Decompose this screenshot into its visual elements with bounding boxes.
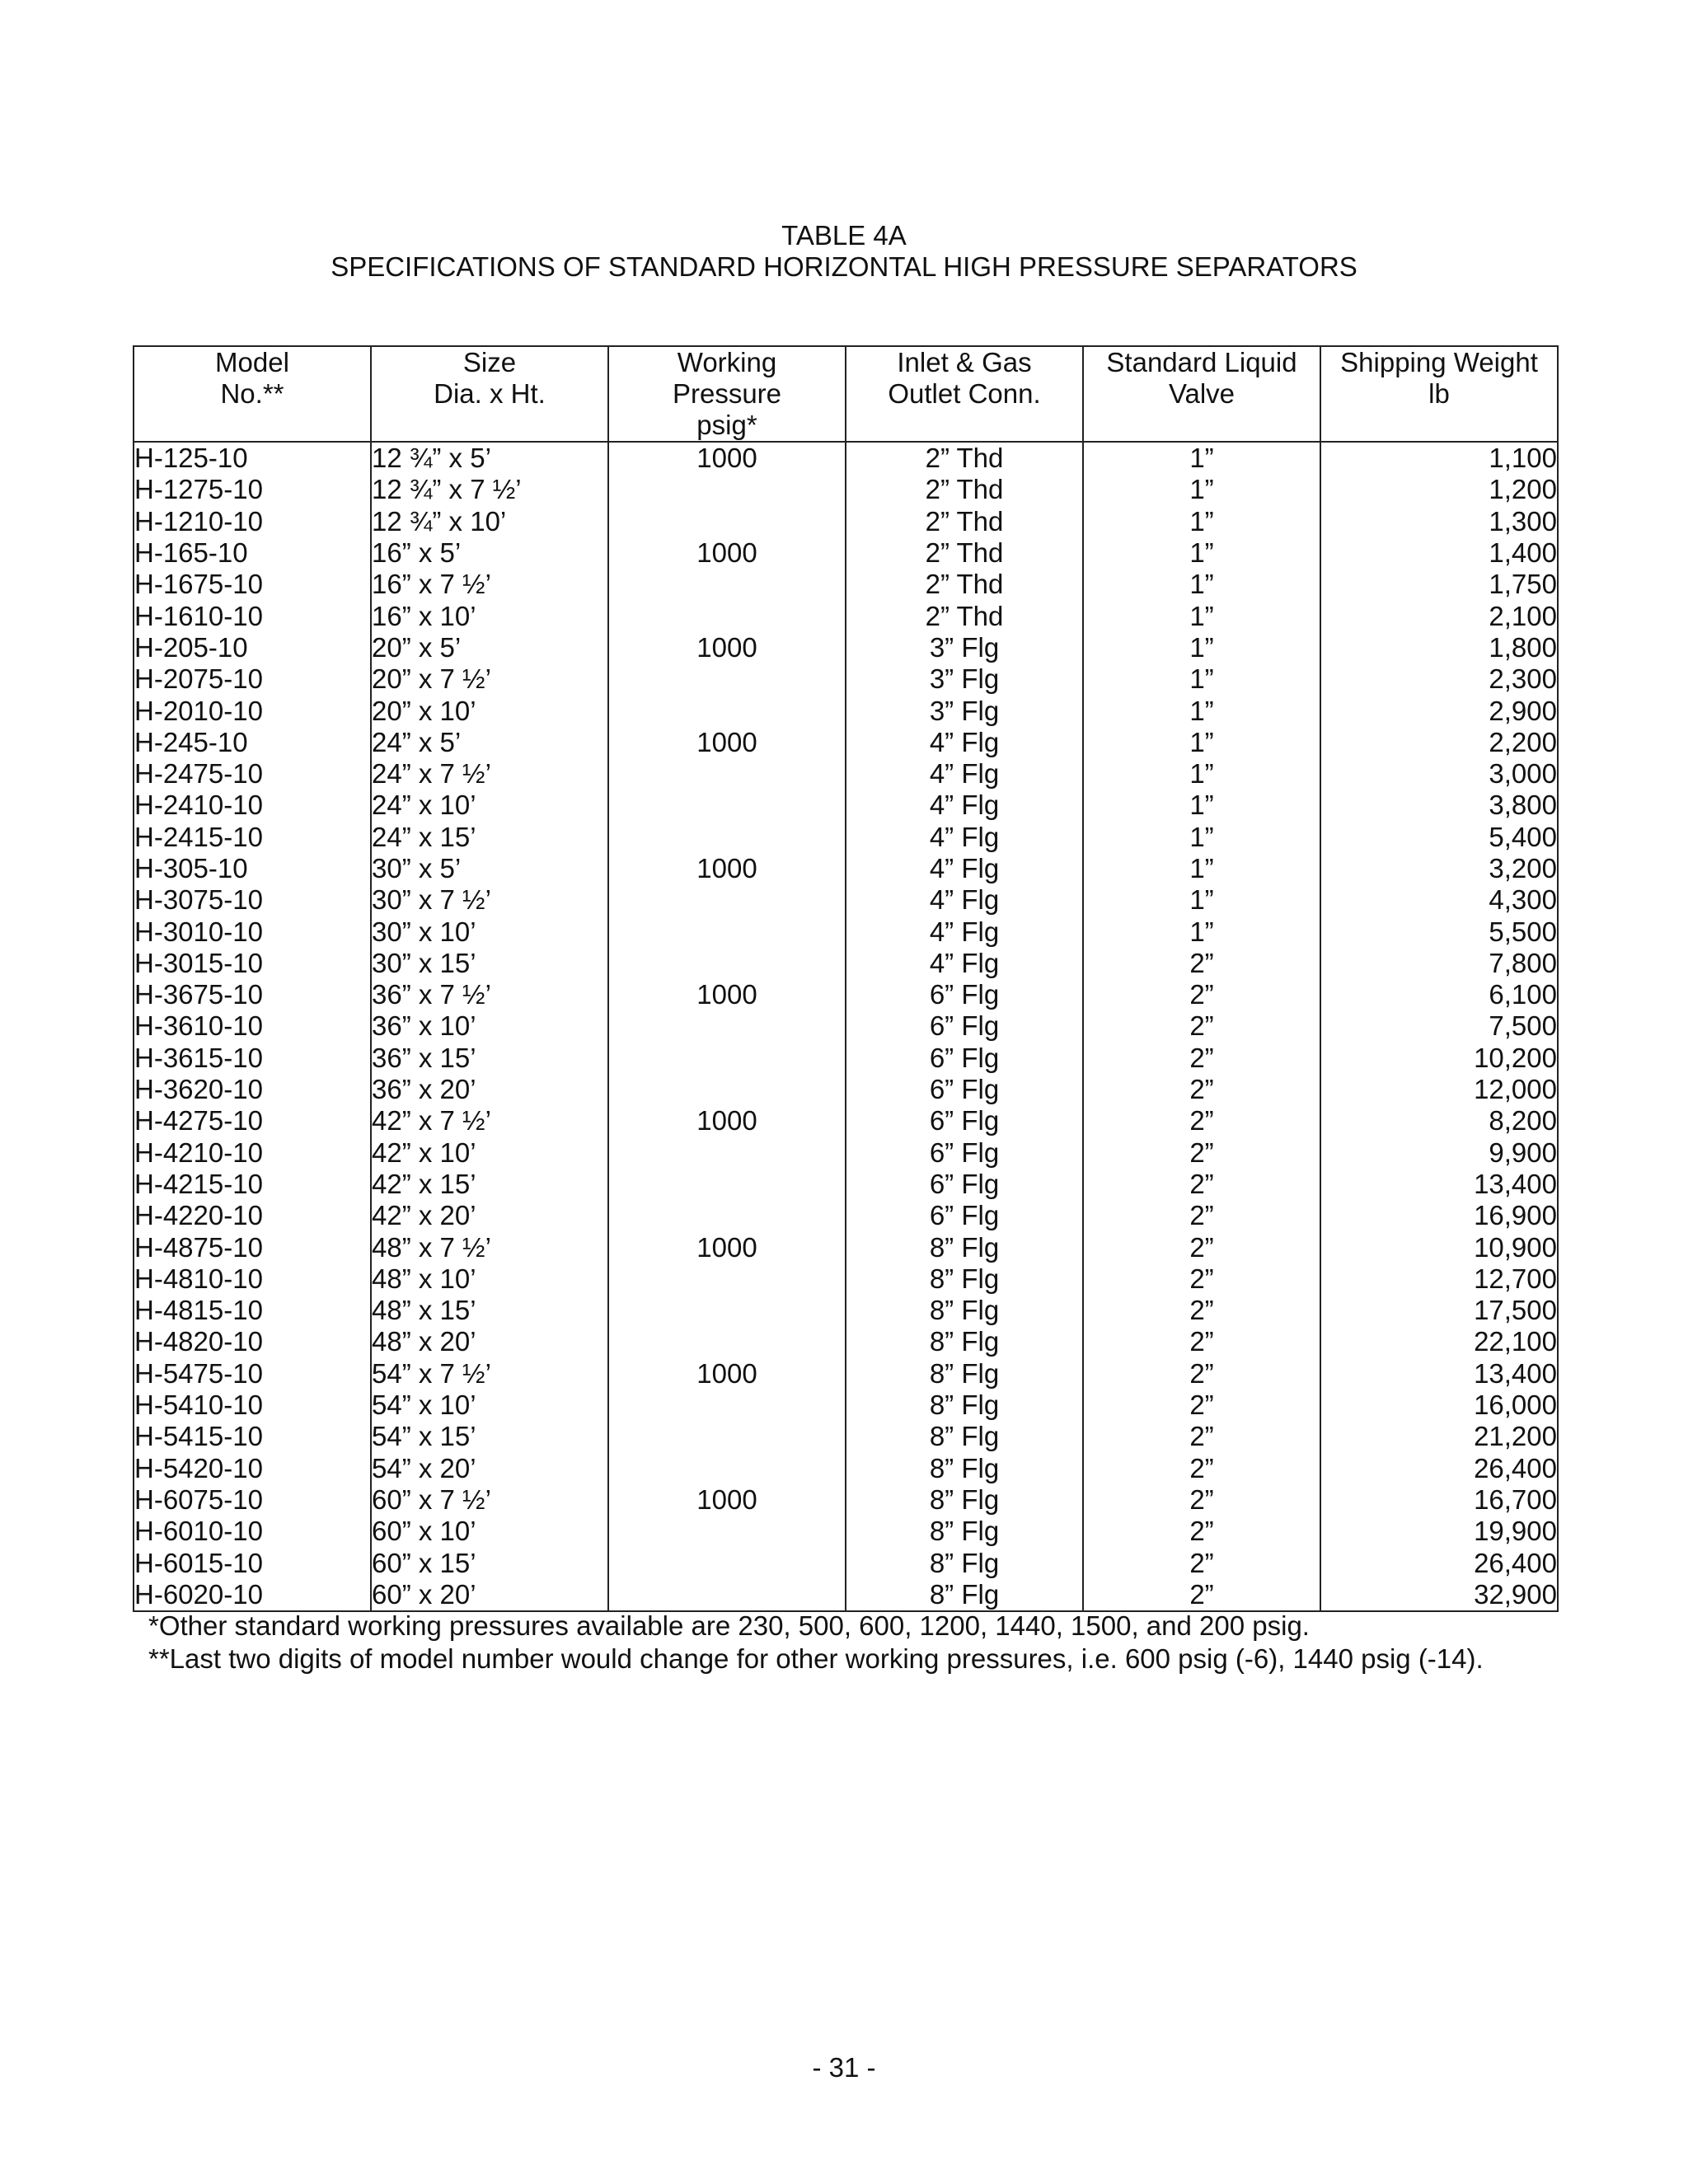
valve-cell: 2” bbox=[1083, 979, 1320, 1010]
weight-cell: 3,000 bbox=[1320, 758, 1558, 790]
connection-cell: 8” Flg bbox=[846, 1358, 1083, 1390]
weight-cell: 21,200 bbox=[1320, 1421, 1558, 1452]
weight-cell: 32,900 bbox=[1320, 1579, 1558, 1611]
size-cell: 60” x 15’ bbox=[371, 1547, 608, 1578]
connection-cell: 2” Thd bbox=[846, 442, 1083, 474]
pressure-cell: 1000 bbox=[608, 853, 846, 884]
model-cell: H-1675-10 bbox=[134, 569, 371, 600]
pressure-cell bbox=[608, 1169, 846, 1200]
model-cell: H-2415-10 bbox=[134, 822, 371, 853]
weight-cell: 2,900 bbox=[1320, 695, 1558, 726]
size-cell: 30” x 7 ½’ bbox=[371, 884, 608, 916]
pressure-cell bbox=[608, 1421, 846, 1452]
table-row bbox=[134, 884, 1558, 916]
pressure-cell: 1000 bbox=[608, 1358, 846, 1390]
model-cell: H-2075-10 bbox=[134, 663, 371, 695]
table-row bbox=[134, 1484, 1558, 1516]
pressure-cell: 1000 bbox=[608, 632, 846, 663]
table-title: SPECIFICATIONS OF STANDARD HORIZONTAL HIGH PRESSURE SEPARATORS bbox=[331, 251, 1357, 282]
valve-cell: 1” bbox=[1083, 632, 1320, 663]
model-cell: H-4810-10 bbox=[134, 1263, 371, 1295]
valve-cell: 2” bbox=[1083, 1295, 1320, 1326]
valve-cell: 1” bbox=[1083, 442, 1320, 474]
connection-cell: 6” Flg bbox=[846, 1043, 1083, 1074]
pressure-cell bbox=[608, 1547, 846, 1578]
valve-cell: 1” bbox=[1083, 695, 1320, 726]
valve-cell: 2” bbox=[1083, 1231, 1320, 1263]
size-cell: 24” x 10’ bbox=[371, 790, 608, 821]
header-line: lb bbox=[1428, 378, 1450, 409]
connection-cell: 2” Thd bbox=[846, 474, 1083, 505]
model-cell: H-3610-10 bbox=[134, 1010, 371, 1042]
connection-cell: 8” Flg bbox=[846, 1516, 1083, 1547]
pressure-cell bbox=[608, 1263, 846, 1295]
pressure-cell bbox=[608, 758, 846, 790]
weight-cell: 2,300 bbox=[1320, 663, 1558, 695]
weight-cell: 22,100 bbox=[1320, 1326, 1558, 1357]
valve-cell: 2” bbox=[1083, 1547, 1320, 1578]
pressure-cell bbox=[608, 1579, 846, 1611]
pressure-cell bbox=[608, 884, 846, 916]
header-line: Valve bbox=[1168, 378, 1236, 409]
model-cell: H-4815-10 bbox=[134, 1295, 371, 1326]
weight-cell: 6,100 bbox=[1320, 979, 1558, 1010]
size-cell: 24” x 15’ bbox=[371, 822, 608, 853]
model-cell: H-6020-10 bbox=[134, 1579, 371, 1611]
model-cell: H-5420-10 bbox=[134, 1453, 371, 1484]
valve-cell: 2” bbox=[1083, 1390, 1320, 1421]
weight-cell: 13,400 bbox=[1320, 1358, 1558, 1390]
valve-cell: 2” bbox=[1083, 1421, 1320, 1452]
size-cell: 60” x 7 ½’ bbox=[371, 1484, 608, 1516]
model-cell: H-3010-10 bbox=[134, 916, 371, 947]
size-cell: 54” x 7 ½’ bbox=[371, 1358, 608, 1390]
table-row bbox=[134, 1295, 1558, 1326]
pressure-cell bbox=[608, 663, 846, 695]
header-line: Shipping Weight bbox=[1340, 347, 1538, 377]
size-cell: 20” x 5’ bbox=[371, 632, 608, 663]
page-number: - 31 - bbox=[812, 2052, 876, 2083]
weight-cell: 1,300 bbox=[1320, 506, 1558, 537]
size-cell: 54” x 15’ bbox=[371, 1421, 608, 1452]
model-cell: H-205-10 bbox=[134, 632, 371, 663]
header-line: Inlet & Gas bbox=[897, 347, 1032, 377]
weight-cell: 5,400 bbox=[1320, 822, 1558, 853]
size-cell: 42” x 7 ½’ bbox=[371, 1105, 608, 1137]
model-cell: H-2475-10 bbox=[134, 758, 371, 790]
table-row bbox=[134, 1010, 1558, 1042]
table-row bbox=[134, 1137, 1558, 1169]
header-line: Model bbox=[215, 347, 289, 377]
table-row bbox=[134, 600, 1558, 631]
connection-cell: 6” Flg bbox=[846, 1137, 1083, 1169]
valve-cell: 2” bbox=[1083, 1326, 1320, 1357]
connection-cell: 8” Flg bbox=[846, 1453, 1083, 1484]
weight-cell: 12,700 bbox=[1320, 1263, 1558, 1295]
model-cell: H-3075-10 bbox=[134, 884, 371, 916]
size-cell: 12 ¾” x 5’ bbox=[371, 442, 608, 474]
size-cell: 36” x 20’ bbox=[371, 1074, 608, 1105]
pressure-cell bbox=[608, 822, 846, 853]
valve-cell: 2” bbox=[1083, 1137, 1320, 1169]
connection-cell: 4” Flg bbox=[846, 948, 1083, 979]
weight-cell: 12,000 bbox=[1320, 1074, 1558, 1105]
weight-cell: 16,700 bbox=[1320, 1484, 1558, 1516]
weight-cell: 16,000 bbox=[1320, 1390, 1558, 1421]
weight-cell: 8,200 bbox=[1320, 1105, 1558, 1137]
model-cell: H-6015-10 bbox=[134, 1547, 371, 1578]
weight-cell: 1,800 bbox=[1320, 632, 1558, 663]
valve-cell: 1” bbox=[1083, 916, 1320, 947]
size-cell: 42” x 20’ bbox=[371, 1200, 608, 1231]
table-row bbox=[134, 1579, 1558, 1611]
connection-cell: 2” Thd bbox=[846, 600, 1083, 631]
valve-cell: 1” bbox=[1083, 506, 1320, 537]
size-cell: 42” x 15’ bbox=[371, 1169, 608, 1200]
weight-cell: 5,500 bbox=[1320, 916, 1558, 947]
connection-cell: 4” Flg bbox=[846, 822, 1083, 853]
connection-cell: 2” Thd bbox=[846, 537, 1083, 569]
connection-cell: 3” Flg bbox=[846, 632, 1083, 663]
model-cell: H-4215-10 bbox=[134, 1169, 371, 1200]
header-working-pressure bbox=[608, 346, 846, 442]
connection-cell: 8” Flg bbox=[846, 1579, 1083, 1611]
pressure-cell bbox=[608, 916, 846, 947]
header-shipping-weight bbox=[1320, 346, 1558, 442]
table-row bbox=[134, 727, 1558, 758]
pressure-cell bbox=[608, 506, 846, 537]
model-cell: H-125-10 bbox=[134, 442, 371, 474]
table-row bbox=[134, 1516, 1558, 1547]
table-row bbox=[134, 1263, 1558, 1295]
valve-cell: 1” bbox=[1083, 853, 1320, 884]
table-row bbox=[134, 790, 1558, 821]
valve-cell: 1” bbox=[1083, 600, 1320, 631]
model-cell: H-3015-10 bbox=[134, 948, 371, 979]
header-size bbox=[371, 346, 608, 442]
valve-cell: 2” bbox=[1083, 1516, 1320, 1547]
model-cell: H-4875-10 bbox=[134, 1231, 371, 1263]
size-cell: 12 ¾” x 7 ½’ bbox=[371, 474, 608, 505]
header-line: psig* bbox=[696, 410, 757, 440]
connection-cell: 3” Flg bbox=[846, 663, 1083, 695]
valve-cell: 2” bbox=[1083, 1169, 1320, 1200]
connection-cell: 6” Flg bbox=[846, 1010, 1083, 1042]
connection-cell: 3” Flg bbox=[846, 695, 1083, 726]
header-line: Outlet Conn. bbox=[888, 378, 1041, 409]
size-cell: 16” x 10’ bbox=[371, 600, 608, 631]
size-cell: 20” x 7 ½’ bbox=[371, 663, 608, 695]
size-cell: 30” x 15’ bbox=[371, 948, 608, 979]
model-cell: H-3620-10 bbox=[134, 1074, 371, 1105]
model-cell: H-6010-10 bbox=[134, 1516, 371, 1547]
weight-cell: 1,400 bbox=[1320, 537, 1558, 569]
size-cell: 36” x 10’ bbox=[371, 1010, 608, 1042]
connection-cell: 6” Flg bbox=[846, 1169, 1083, 1200]
table-row bbox=[134, 822, 1558, 853]
weight-cell: 1,750 bbox=[1320, 569, 1558, 600]
valve-cell: 2” bbox=[1083, 948, 1320, 979]
valve-cell: 1” bbox=[1083, 884, 1320, 916]
connection-cell: 8” Flg bbox=[846, 1484, 1083, 1516]
pressure-cell: 1000 bbox=[608, 979, 846, 1010]
size-cell: 48” x 7 ½’ bbox=[371, 1231, 608, 1263]
table-row bbox=[134, 506, 1558, 537]
valve-cell: 2” bbox=[1083, 1579, 1320, 1611]
weight-cell: 26,400 bbox=[1320, 1453, 1558, 1484]
size-cell: 48” x 20’ bbox=[371, 1326, 608, 1357]
connection-cell: 2” Thd bbox=[846, 569, 1083, 600]
header-line: Working bbox=[677, 347, 777, 377]
table-row bbox=[134, 474, 1558, 505]
size-cell: 30” x 5’ bbox=[371, 853, 608, 884]
pressure-cell bbox=[608, 1137, 846, 1169]
size-cell: 12 ¾” x 10’ bbox=[371, 506, 608, 537]
size-cell: 16” x 5’ bbox=[371, 537, 608, 569]
pressure-cell bbox=[608, 790, 846, 821]
connection-cell: 6” Flg bbox=[846, 1200, 1083, 1231]
model-cell: H-5410-10 bbox=[134, 1390, 371, 1421]
table-row bbox=[134, 1231, 1558, 1263]
pressure-cell bbox=[608, 1200, 846, 1231]
weight-cell: 10,900 bbox=[1320, 1231, 1558, 1263]
valve-cell: 2” bbox=[1083, 1453, 1320, 1484]
model-cell: H-4220-10 bbox=[134, 1200, 371, 1231]
header-line: Standard Liquid bbox=[1106, 347, 1297, 377]
header-row bbox=[134, 346, 1558, 442]
connection-cell: 6” Flg bbox=[846, 1105, 1083, 1137]
pressure-cell bbox=[608, 474, 846, 505]
connection-cell: 6” Flg bbox=[846, 1074, 1083, 1105]
valve-cell: 2” bbox=[1083, 1200, 1320, 1231]
weight-cell: 2,100 bbox=[1320, 600, 1558, 631]
size-cell: 54” x 20’ bbox=[371, 1453, 608, 1484]
pressure-cell bbox=[608, 1453, 846, 1484]
pressure-cell bbox=[608, 1390, 846, 1421]
model-cell: H-1210-10 bbox=[134, 506, 371, 537]
connection-cell: 6” Flg bbox=[846, 979, 1083, 1010]
pressure-cell bbox=[608, 695, 846, 726]
valve-cell: 1” bbox=[1083, 822, 1320, 853]
connection-cell: 8” Flg bbox=[846, 1326, 1083, 1357]
connection-cell: 4” Flg bbox=[846, 853, 1083, 884]
footnote-model-number: **Last two digits of model number would change for other working pressures, i.e. 600 psig (-6), 1440 psig (-14). bbox=[148, 1643, 1484, 1674]
header-line: Dia. x Ht. bbox=[434, 378, 546, 409]
table-row bbox=[134, 1453, 1558, 1484]
valve-cell: 2” bbox=[1083, 1105, 1320, 1137]
header-line: Pressure bbox=[672, 378, 782, 409]
pressure-cell bbox=[608, 948, 846, 979]
table-row bbox=[134, 1421, 1558, 1452]
weight-cell: 16,900 bbox=[1320, 1200, 1558, 1231]
model-cell: H-2010-10 bbox=[134, 695, 371, 726]
weight-cell: 19,900 bbox=[1320, 1516, 1558, 1547]
connection-cell: 8” Flg bbox=[846, 1421, 1083, 1452]
pressure-cell bbox=[608, 1326, 846, 1357]
table-body bbox=[134, 442, 1558, 1611]
weight-cell: 10,200 bbox=[1320, 1043, 1558, 1074]
connection-cell: 2” Thd bbox=[846, 506, 1083, 537]
weight-cell: 7,500 bbox=[1320, 1010, 1558, 1042]
size-cell: 20” x 10’ bbox=[371, 695, 608, 726]
size-cell: 42” x 10’ bbox=[371, 1137, 608, 1169]
model-cell: H-305-10 bbox=[134, 853, 371, 884]
pressure-cell: 1000 bbox=[608, 1105, 846, 1137]
valve-cell: 2” bbox=[1083, 1358, 1320, 1390]
pressure-cell bbox=[608, 569, 846, 600]
pressure-cell bbox=[608, 1516, 846, 1547]
model-cell: H-4275-10 bbox=[134, 1105, 371, 1137]
connection-cell: 8” Flg bbox=[846, 1547, 1083, 1578]
header-line: No.** bbox=[220, 378, 284, 409]
table-row bbox=[134, 442, 1558, 474]
table-row bbox=[134, 663, 1558, 695]
size-cell: 30” x 10’ bbox=[371, 916, 608, 947]
model-cell: H-1275-10 bbox=[134, 474, 371, 505]
valve-cell: 2” bbox=[1083, 1043, 1320, 1074]
weight-cell: 1,100 bbox=[1320, 442, 1558, 474]
table-row bbox=[134, 1169, 1558, 1200]
header-line: Size bbox=[462, 347, 517, 377]
table-row bbox=[134, 1200, 1558, 1231]
connection-cell: 4” Flg bbox=[846, 790, 1083, 821]
table-row bbox=[134, 853, 1558, 884]
pressure-cell: 1000 bbox=[608, 1231, 846, 1263]
table-row bbox=[134, 1105, 1558, 1137]
connection-cell: 4” Flg bbox=[846, 884, 1083, 916]
connection-cell: 4” Flg bbox=[846, 916, 1083, 947]
size-cell: 48” x 15’ bbox=[371, 1295, 608, 1326]
model-cell: H-1610-10 bbox=[134, 600, 371, 631]
valve-cell: 1” bbox=[1083, 758, 1320, 790]
pressure-cell bbox=[608, 1074, 846, 1105]
table-number: TABLE 4A bbox=[781, 220, 907, 251]
model-cell: H-4820-10 bbox=[134, 1326, 371, 1357]
header-liquid-valve bbox=[1083, 346, 1320, 442]
pressure-cell: 1000 bbox=[608, 727, 846, 758]
table-row bbox=[134, 916, 1558, 947]
table-row bbox=[134, 758, 1558, 790]
model-cell: H-2410-10 bbox=[134, 790, 371, 821]
size-cell: 54” x 10’ bbox=[371, 1390, 608, 1421]
weight-cell: 1,200 bbox=[1320, 474, 1558, 505]
weight-cell: 3,800 bbox=[1320, 790, 1558, 821]
connection-cell: 8” Flg bbox=[846, 1295, 1083, 1326]
weight-cell: 17,500 bbox=[1320, 1295, 1558, 1326]
valve-cell: 1” bbox=[1083, 537, 1320, 569]
table-row bbox=[134, 632, 1558, 663]
connection-cell: 4” Flg bbox=[846, 727, 1083, 758]
connection-cell: 4” Flg bbox=[846, 758, 1083, 790]
pressure-cell: 1000 bbox=[608, 1484, 846, 1516]
model-cell: H-3615-10 bbox=[134, 1043, 371, 1074]
footnote-working-pressure: *Other standard working pressures available are 230, 500, 600, 1200, 1440, 1500, and 200 psig. bbox=[148, 1610, 1310, 1641]
valve-cell: 1” bbox=[1083, 663, 1320, 695]
valve-cell: 1” bbox=[1083, 569, 1320, 600]
connection-cell: 8” Flg bbox=[846, 1263, 1083, 1295]
weight-cell: 26,400 bbox=[1320, 1547, 1558, 1578]
valve-cell: 2” bbox=[1083, 1263, 1320, 1295]
model-cell: H-245-10 bbox=[134, 727, 371, 758]
size-cell: 16” x 7 ½’ bbox=[371, 569, 608, 600]
pressure-cell: 1000 bbox=[608, 442, 846, 474]
weight-cell: 7,800 bbox=[1320, 948, 1558, 979]
weight-cell: 9,900 bbox=[1320, 1137, 1558, 1169]
valve-cell: 1” bbox=[1083, 790, 1320, 821]
valve-cell: 2” bbox=[1083, 1074, 1320, 1105]
model-cell: H-3675-10 bbox=[134, 979, 371, 1010]
size-cell: 36” x 15’ bbox=[371, 1043, 608, 1074]
model-cell: H-4210-10 bbox=[134, 1137, 371, 1169]
table-row bbox=[134, 1074, 1558, 1105]
table-row bbox=[134, 1358, 1558, 1390]
table-row bbox=[134, 1547, 1558, 1578]
model-cell: H-5415-10 bbox=[134, 1421, 371, 1452]
weight-cell: 4,300 bbox=[1320, 884, 1558, 916]
pressure-cell bbox=[608, 600, 846, 631]
model-cell: H-165-10 bbox=[134, 537, 371, 569]
size-cell: 24” x 5’ bbox=[371, 727, 608, 758]
pressure-cell bbox=[608, 1295, 846, 1326]
table-row bbox=[134, 948, 1558, 979]
table-row bbox=[134, 1390, 1558, 1421]
model-cell: H-5475-10 bbox=[134, 1358, 371, 1390]
valve-cell: 2” bbox=[1083, 1484, 1320, 1516]
header-model bbox=[134, 346, 371, 442]
table-row bbox=[134, 695, 1558, 726]
connection-cell: 8” Flg bbox=[846, 1390, 1083, 1421]
pressure-cell: 1000 bbox=[608, 537, 846, 569]
size-cell: 36” x 7 ½’ bbox=[371, 979, 608, 1010]
size-cell: 60” x 20’ bbox=[371, 1579, 608, 1611]
table-row bbox=[134, 1043, 1558, 1074]
weight-cell: 2,200 bbox=[1320, 727, 1558, 758]
table-row bbox=[134, 569, 1558, 600]
header-inlet-outlet bbox=[846, 346, 1083, 442]
size-cell: 24” x 7 ½’ bbox=[371, 758, 608, 790]
table-row bbox=[134, 537, 1558, 569]
valve-cell: 2” bbox=[1083, 1010, 1320, 1042]
connection-cell: 8” Flg bbox=[846, 1231, 1083, 1263]
size-cell: 48” x 10’ bbox=[371, 1263, 608, 1295]
pressure-cell bbox=[608, 1010, 846, 1042]
table-row bbox=[134, 979, 1558, 1010]
size-cell: 60” x 10’ bbox=[371, 1516, 608, 1547]
valve-cell: 1” bbox=[1083, 474, 1320, 505]
model-cell: H-6075-10 bbox=[134, 1484, 371, 1516]
valve-cell: 1” bbox=[1083, 727, 1320, 758]
weight-cell: 3,200 bbox=[1320, 853, 1558, 884]
table-row bbox=[134, 1326, 1558, 1357]
weight-cell: 13,400 bbox=[1320, 1169, 1558, 1200]
separator-spec-table bbox=[133, 345, 1559, 1612]
pressure-cell bbox=[608, 1043, 846, 1074]
